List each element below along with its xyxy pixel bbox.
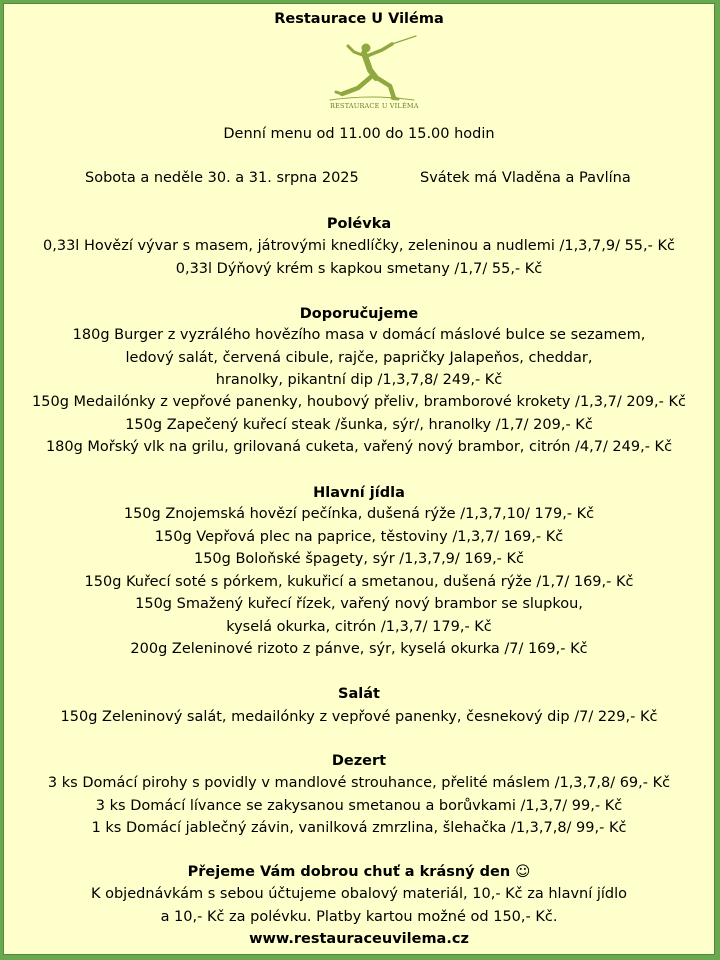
menu-item: 150g Kuřecí soté s pórkem, kukuřicí a smetanou, dušená rýže /1,7/ 169,- Kč: [84, 574, 634, 590]
restaurant-name: Restaurace U Viléma: [274, 11, 444, 27]
menu-page: [3, 3, 715, 955]
menu-item: 3 ks Domácí pirohy s povidly v mandlové strouhance, přelité máslem /1,3,7,8/ 69,- Kč: [47, 775, 671, 791]
section-title-main: Hlavní jídla: [313, 485, 405, 501]
menu-item: 150g Zeleninový salát, medailónky z vepřové panenky, česnekový dip /7/ 229,- Kč: [60, 709, 658, 725]
section-title-salad: Salát: [338, 686, 380, 702]
footer-wish: Přejeme Vám dobrou chuť a krásný den ☺: [187, 864, 531, 880]
menu-item-continued: hranolky, pikantní dip /1,3,7,8/ 249,- Kč: [215, 372, 503, 388]
menu-item: 150g Boloňské špagety, sýr /1,3,7,9/ 169,- Kč: [193, 551, 525, 567]
menu-item: 150g Vepřová plec na paprice, těstoviny /1,3,7/ 169,- Kč: [154, 529, 564, 545]
footer-note-continued: a 10,- Kč za polévku. Platby kartou možné od 150,- Kč.: [160, 909, 558, 925]
menu-item: 180g Burger z vyzrálého hovězího masa v domácí máslové bulce se sezamem,: [72, 327, 646, 343]
menu-item: 150g Zapečený kuřecí steak /šunka, sýr/, hranolky /1,7/ 209,- Kč: [125, 417, 593, 433]
footer-note: K objednávkám s sebou účtujeme obalový materiál, 10,- Kč za hlavní jídlo: [90, 886, 628, 902]
menu-item: 3 ks Domácí lívance se zakysanou smetanou a borůvkami /1,3,7/ 99,- Kč: [95, 798, 623, 814]
menu-date: Sobota a neděle 30. a 31. srpna 2025: [85, 170, 359, 186]
menu-item: 150g Znojemská hovězí pečínka, dušená rýže /1,3,7,10/ 179,- Kč: [123, 506, 595, 522]
menu-item-continued: kyselá okurka, citrón /1,3,7/ 179,- Kč: [226, 619, 492, 635]
menu-item: 0,33l Dýňový krém s kapkou smetany /1,7/ 55,- Kč: [175, 261, 543, 277]
logo-text: RESTAURACE U VILÉMA: [330, 102, 419, 110]
section-title-dessert: Dezert: [331, 753, 387, 769]
nameday: Svátek má Vladěna a Pavlína: [420, 170, 631, 186]
section-title-soup: Polévka: [326, 216, 392, 232]
menu-item: 200g Zeleninové rizoto z pánve, sýr, kyselá okurka /7/ 169,- Kč: [130, 641, 588, 657]
menu-item: 1 ks Domácí jablečný závin, vanilková zmrzlina, šlehačka /1,3,7,8/ 99,- Kč: [91, 820, 627, 836]
menu-item: 180g Mořský vlk na grilu, grilovaná cuketa, vařený nový brambor, citrón /4,7/ 249,- Kč: [45, 439, 673, 455]
menu-item: 0,33l Hovězí vývar s masem, játrovými knedlíčky, zeleninou a nudlemi /1,3,7,9/ 55,- Kč: [43, 238, 675, 254]
section-title-recommended: Doporučujeme: [299, 306, 419, 322]
menu-item: 150g Medailónky z vepřové panenky, houbový přeliv, bramborové krokety /1,3,7/ 209,- Kč: [32, 394, 686, 410]
menu-item-continued: ledový salát, červená cibule, rajče, papričky Jalapeňos, cheddar,: [125, 350, 593, 366]
menu-item: 150g Smažený kuřecí řízek, vařený nový brambor se slupkou,: [135, 596, 583, 612]
opening-hours: Denní menu od 11.00 do 15.00 hodin: [223, 126, 495, 142]
website-link[interactable]: www.restauraceuvilema.cz: [249, 931, 469, 947]
